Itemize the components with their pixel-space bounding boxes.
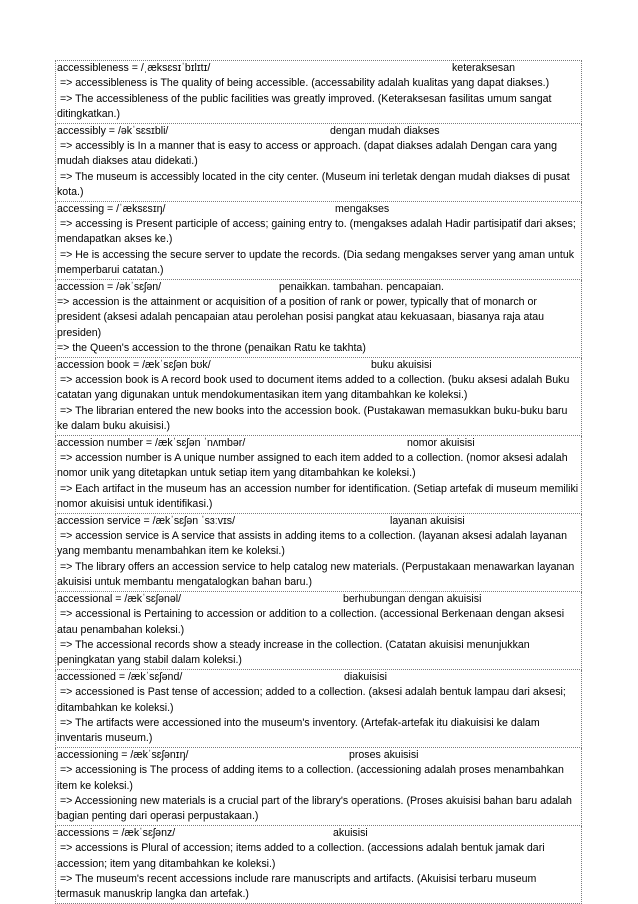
entry-header <box>57 280 581 295</box>
entry-header <box>57 436 581 451</box>
entry-header <box>57 202 581 217</box>
entry-term: accessional = /ækˈsɛʃənəl/ <box>57 592 182 605</box>
entry-definition: => accessions is Plural of accession; items added to a collection. (accessions adalah bentuk jamak dari accession; item yang ditambahkan ke koleksi.) <box>57 842 548 870</box>
entry-header <box>57 748 581 763</box>
entry-header <box>57 592 581 607</box>
entry-header <box>57 61 581 76</box>
entry-example: => The museum's recent accessions include rare manuscripts and artifacts. (Akuisisi terbaru museum termasuk manuskrip langka dan artefak.) <box>57 872 540 901</box>
entry-translation: berhubungan dengan akuisisi <box>343 592 482 605</box>
entry-term: accessioning = /ækˈsɛʃənɪŋ/ <box>57 748 189 761</box>
entry-definition: => accessioning is The process of adding items to a collection. (accessioning adalah proses menambahkan item ke koleksi.) <box>57 764 567 792</box>
entry-translation: proses akuisisi <box>349 748 419 761</box>
entry-definition: => accessibleness is The quality of being accessible. (accessability adalah kualitas yang dapat diakses.) <box>57 77 550 90</box>
entry-definition: => accession is the attainment or acquisition of a position of rank or power, typically that of monarch or president (aksesi adalah pencapaian atau perolehan posisi pangkat atau kekuasaan, biasanya raja atau presiden) <box>57 296 548 339</box>
entry-term: accessibleness = /ˌæksɛsɪˈbɪlɪtɪ/ <box>57 62 211 74</box>
entry-example: => The librarian entered the new books into the accession book. (Pustakawan memasukkan buku-buku baru ke dalam buku akuisisi.) <box>57 404 571 433</box>
entry-definition: => accession service is A service that assists in adding items to a collection. (layanan aksesi adalah layanan yang membantu menambahkan item ke koleksi.) <box>57 530 570 558</box>
entry-definition: => accession number is A unique number assigned to each item added to a collection. (nomor aksesi adalah nomor unik yang ditetapkan untuk setiap item yang ditambahkan ke koleksi.) <box>57 452 571 480</box>
entry-example: => the Queen's accession to the throne (penaikan Ratu ke takhta) <box>57 342 366 355</box>
entry-term: accessions = /ækˈsɛʃənz/ <box>57 826 176 839</box>
entry-header <box>57 358 581 373</box>
dictionary-entry <box>55 514 582 592</box>
entry-translation: diakuisisi <box>344 670 387 683</box>
entry-translation: penaikkan. tambahan. pencapaian. <box>279 280 444 293</box>
entry-translation: akuisisi <box>333 826 368 839</box>
entry-translation: nomor akuisisi <box>407 436 475 449</box>
entry-header <box>57 514 581 529</box>
entry-term: accessing = /ˈæksɛsɪŋ/ <box>57 202 166 215</box>
entry-term: accessioned = /ækˈsɛʃənd/ <box>57 670 183 683</box>
entry-translation: dengan mudah diakses <box>330 124 440 137</box>
entry-translation: layanan akuisisi <box>390 514 465 527</box>
dictionary-entry <box>55 60 582 124</box>
entry-term: accession = /əkˈsɛʃən/ <box>57 280 162 293</box>
entry-definition: => accessional is Pertaining to accession or addition to a collection. (accessional Berkenaan dengan aksesi atau penambahan koleksi.) <box>57 608 567 636</box>
entry-term: accession book = /ækˈsɛʃən bʊk/ <box>57 358 211 371</box>
entry-translation: buku akuisisi <box>371 358 432 371</box>
dictionary-entry <box>55 748 582 826</box>
entry-translation: mengakses <box>335 202 390 215</box>
entry-header <box>57 124 581 139</box>
dictionary-entry <box>55 202 582 280</box>
entry-header <box>57 826 581 841</box>
entry-example: => He is accessing the secure server to update the records. (Dia sedang mengakses server yang aman untuk memperbarui catatan.) <box>57 248 577 277</box>
dictionary-entry <box>55 592 582 670</box>
entry-translation: keteraksesan <box>452 62 516 74</box>
entry-example: => Each artifact in the museum has an accession number for identification. (Setiap artefak di museum memiliki nomor akuisisi untuk identifikasi.) <box>57 482 582 511</box>
entry-example: => The museum is accessibly located in the city center. (Museum ini terletak dengan mudah diakses di pusat kota.) <box>57 170 573 199</box>
entry-term: accession number = /ækˈsɛʃən ˈnʌmbər/ <box>57 436 246 449</box>
entry-definition: => accessing is Present participle of access; gaining entry to. (mengakses adalah Hadir partisipatif dari akses; mendapatkan akses ke.) <box>57 218 579 246</box>
entry-definition: => accessibly is In a manner that is easy to access or approach. (dapat diakses adalah Dengan cara yang mudah diakses atau didekati.) <box>57 140 560 168</box>
entry-example: => The accessibleness of the public facilities was greatly improved. (Keteraksesan fasilitas umum sangat ditingkatkan.) <box>57 92 555 121</box>
entry-term: accessibly = /əkˈsɛsɪbli/ <box>57 124 169 137</box>
dictionary-entry <box>55 124 582 202</box>
entry-definition: => accessioned is Past tense of accession; added to a collection. (aksesi adalah bentuk lampau dari aksesi; ditambahkan ke koleksi.) <box>57 686 569 714</box>
entry-term: accession service = /ækˈsɛʃən ˈsɜːvɪs/ <box>57 514 236 527</box>
entry-example: => Accessioning new materials is a crucial part of the library's operations. (Proses akuisisi bahan baru adalah bagian penting dari operasi perpustakaan.) <box>57 794 575 823</box>
dictionary-entry-list <box>55 60 582 904</box>
dictionary-entry <box>55 358 582 436</box>
dictionary-entry <box>55 436 582 514</box>
dictionary-entry <box>55 826 582 904</box>
entry-example: => The library offers an accession service to help catalog new materials. (Perpustakaan menawarkan layanan akuisisi untuk membantu mengatalogkan bahan baru.) <box>57 560 578 589</box>
entry-example: => The accessional records show a steady increase in the collection. (Catatan akuisisi menunjukkan peningkatan yang stabil dalam koleksi.) <box>57 638 533 667</box>
dictionary-entry <box>55 670 582 748</box>
entry-header <box>57 670 581 685</box>
entry-example: => The artifacts were accessioned into the museum's inventory. (Artefak-artefak itu diakuisisi ke dalam inventaris museum.) <box>57 716 543 745</box>
entry-definition: => accession book is A record book used to document items added to a collection. (buku aksesi adalah Buku catatan yang digunakan untuk mendokumentasikan item yang ditambahkan ke koleksi.) <box>57 374 573 402</box>
dictionary-entry <box>55 280 582 358</box>
